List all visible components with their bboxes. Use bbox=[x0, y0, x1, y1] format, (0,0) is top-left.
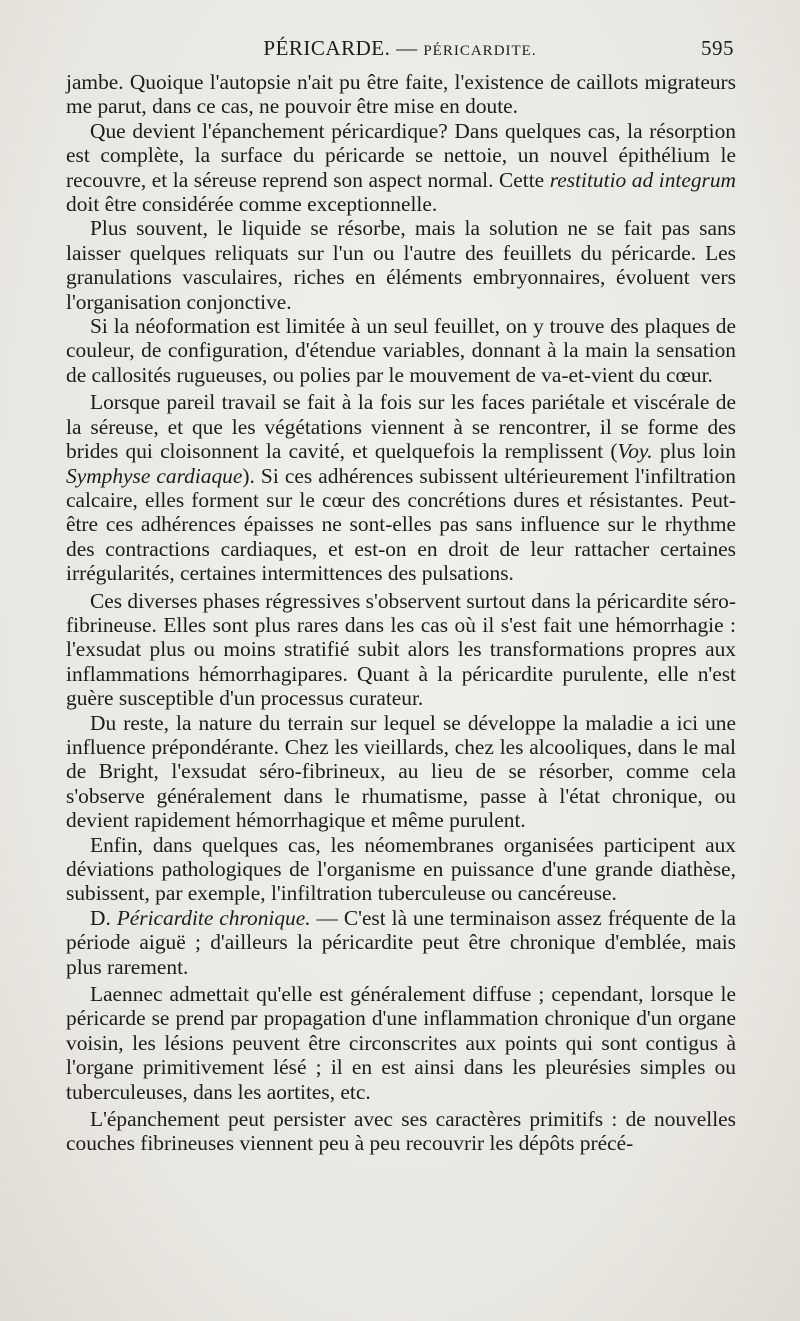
section-heading-chronique: Péricardite chronique. bbox=[116, 905, 311, 930]
body-text bbox=[66, 70, 736, 1156]
page-number: 595 bbox=[701, 36, 734, 60]
running-head-title bbox=[66, 36, 734, 61]
paragraph-reliquats: Plus souvent, le liquide se résorbe, mais la solution ne se fait pas sans laisser quelques reliquats sur l'un ou l'autre des feuillets du péricarde. Les granulations vasculaires, riches en éléments embryonnaires, évoluent vers l'organisation conjonctive. bbox=[66, 216, 736, 314]
paragraph-terrain: Du reste, la nature du terrain sur lequel se développe la maladie a ici une influence prépondérante. Chez les vieillards, chez les alcooliques, dans le mal de Bright, l'exsudat séro-fibrineux, au lieu de se résorber, comme cela s'observe généralement dans le rhumatisme, passe à l'état chronique, ou devient rapidement hémorrhagique et même purulent. bbox=[66, 710, 736, 833]
cross-reference-voy: Voy. bbox=[617, 439, 653, 464]
paragraph-text: doit être considérée comme exceptionnelle. bbox=[66, 192, 438, 217]
paragraph-text: — C'est là une terminaison assez fréquente de la période aiguë ; d'ailleurs la péricardite peut être chronique d'emblée, mais plus rarement. bbox=[66, 905, 736, 979]
paragraph-text: plus loin bbox=[652, 439, 736, 464]
running-head bbox=[66, 36, 734, 66]
paragraph-continued: jambe. Quoique l'autopsie n'ait pu être faite, l'existence de caillots migrateurs me parut, dans ce cas, ne pouvoir être mise en doute. bbox=[66, 70, 736, 119]
latin-phrase: restitutio ad integrum bbox=[549, 167, 736, 192]
paragraph-neoformation: Si la néoformation est limitée à un seul feuillet, on y trouve des plaques de couleur, de configuration, d'étendue variables, donnant à la main la sensation de callosités rugueuses, ou polies par le mouvement de va-et-vient du cœur. bbox=[66, 314, 736, 387]
paragraph-laennec: Laennec admettait qu'elle est généralement diffuse ; cependant, lorsque le péricarde se prend par propagation d'une inflammation chronique d'un organe voisin, les lésions peuvent être circonscrites aux points qui sont contigus à l'organe primitivement lésé ; il en est ainsi dans les pleurésies simples ou tuberculeuses, dans les aortites, etc. bbox=[66, 982, 736, 1104]
paragraph-phases: Ces diverses phases régressives s'observent surtout dans la péricardite séro-fibrineuse. Elles sont plus rares dans les cas où il s'est fait une hémorrhagie : l'exsudat plus ou moins stratifié subit alors les transformations propres aux inflammations hémorrhagipares. Quant à la péricardite purulente, elle n'est guère susceptible d'un processus curateur. bbox=[66, 588, 736, 711]
cross-reference-symphyse: Symphyse cardiaque bbox=[66, 463, 243, 488]
paragraph-text: Que devient l'épanchement péricardique? Dans quelques cas, la résorption est complète, la surface du péricarde se nettoie, un nouvel épithélium le recouvre, et la séreuse reprend son aspect normal. Cette bbox=[66, 118, 736, 192]
paragraph-text: ). Si ces adhérences subissent ultérieurement l'infiltration calcaire, elles forment sur le cœur des concrétions dures et résistantes. Peut-être ces adhérences épaisses ne sont-elles pas sans influence sur le rhythme des contractions cardiaques, et est-on en droit de leur rattacher certaines irrégularités, certaines intermittences des pulsations. bbox=[66, 463, 736, 586]
paragraph-text: D. bbox=[90, 905, 117, 930]
paragraph-brides bbox=[66, 390, 736, 585]
running-head-main: PÉRICARDE. — bbox=[263, 36, 424, 60]
running-head-subtitle: PÉRICARDITE. bbox=[423, 43, 537, 59]
paragraph-resorption bbox=[66, 119, 736, 217]
paragraph-text: Lorsque pareil travail se fait à la fois sur les faces pariétale et viscérale de la séreuse, et que les végétations viennent à se rencontrer, il se forme des brides qui cloisonnent la cavité, et quelquefois la remplissent ( bbox=[66, 390, 736, 464]
paragraph-neomembranes: Enfin, dans quelques cas, les néomembranes organisées participent aux déviations pathologiques de l'organisme en puissance d'une grande diathèse, subissent, par exemple, l'infiltration tuberculeuse ou cancéreuse. bbox=[66, 832, 736, 906]
paragraph-epanchement: L'épanchement peut persister avec ses caractères primitifs : de nouvelles couches fibrineuses viennent peu à peu recouvrir les dépôts précé- bbox=[66, 1107, 736, 1156]
paragraph-chronique bbox=[66, 906, 736, 979]
